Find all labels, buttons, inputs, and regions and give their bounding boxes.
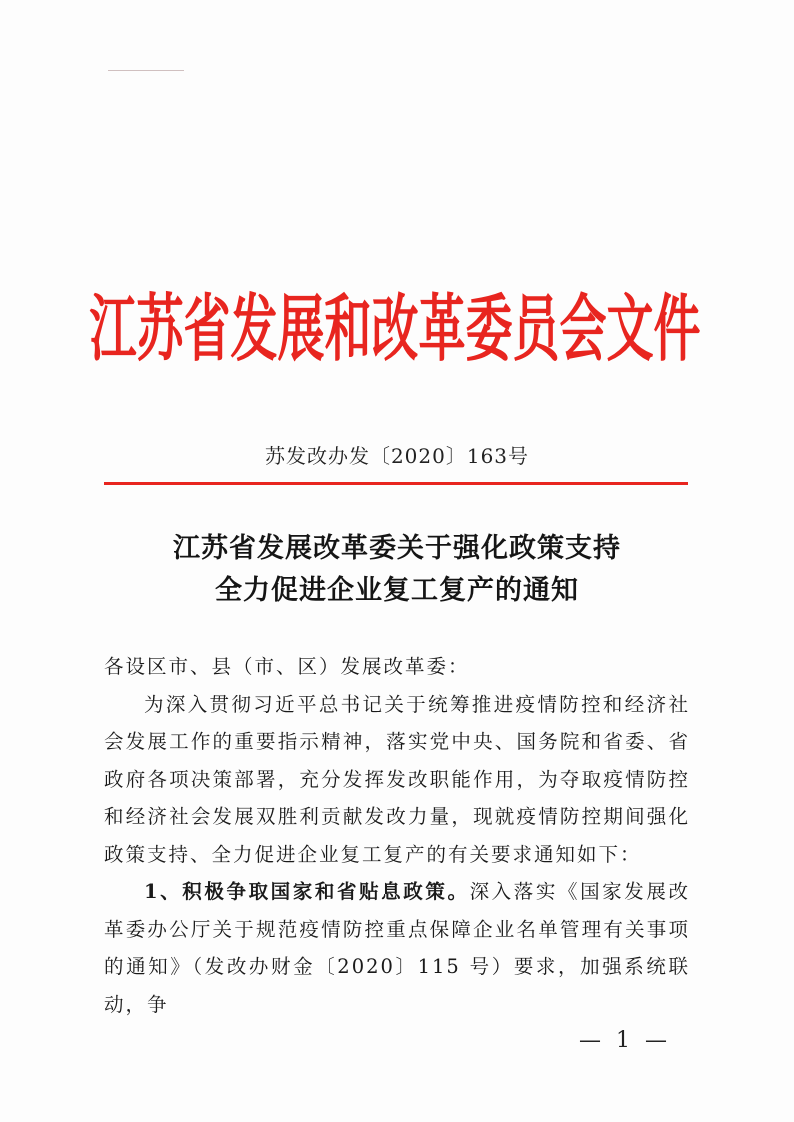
title-line-1: 江苏省发展改革委关于强化政策支持 bbox=[173, 533, 621, 564]
salutation: 各设区市、县（市、区）发展改革委： bbox=[104, 655, 470, 678]
masthead: 江苏省发展和改革委员会文件 bbox=[89, 286, 701, 372]
red-separator-line bbox=[104, 482, 688, 485]
corner-mark bbox=[108, 70, 184, 71]
document-number: 苏发改办发〔2020〕163号 bbox=[264, 444, 530, 468]
document-body bbox=[104, 648, 690, 1023]
item-1-heading: 1、积极争取国家和省贴息政策。 bbox=[144, 880, 470, 903]
item-1-paragraph bbox=[104, 873, 690, 1023]
page-number: — 1 — bbox=[579, 1028, 671, 1053]
intro-paragraph: 为深入贯彻习近平总书记关于统筹推进疫情防控和经济社会发展工作的重要指示精神，落实党中央、国务院和省委、省政府各项决策部署，充分发挥发改职能作用，为夺取疫情防控和经济社会发展双胜利贡献发改力量，现就疫情防控期间强化政策支持、全力促进企业复工复产的有关要求通知如下： bbox=[104, 692, 690, 866]
document-title bbox=[0, 528, 794, 612]
title-line-2: 全力促进企业复工复产的通知 bbox=[215, 575, 579, 606]
item-1-text: 深入落实《国家发展改革委办公厅关于规范疫情防控重点保障企业名单管理有关事项的通知》（发改办财金〔2020〕115 号）要求，加强系统联动，争 bbox=[104, 880, 690, 1016]
